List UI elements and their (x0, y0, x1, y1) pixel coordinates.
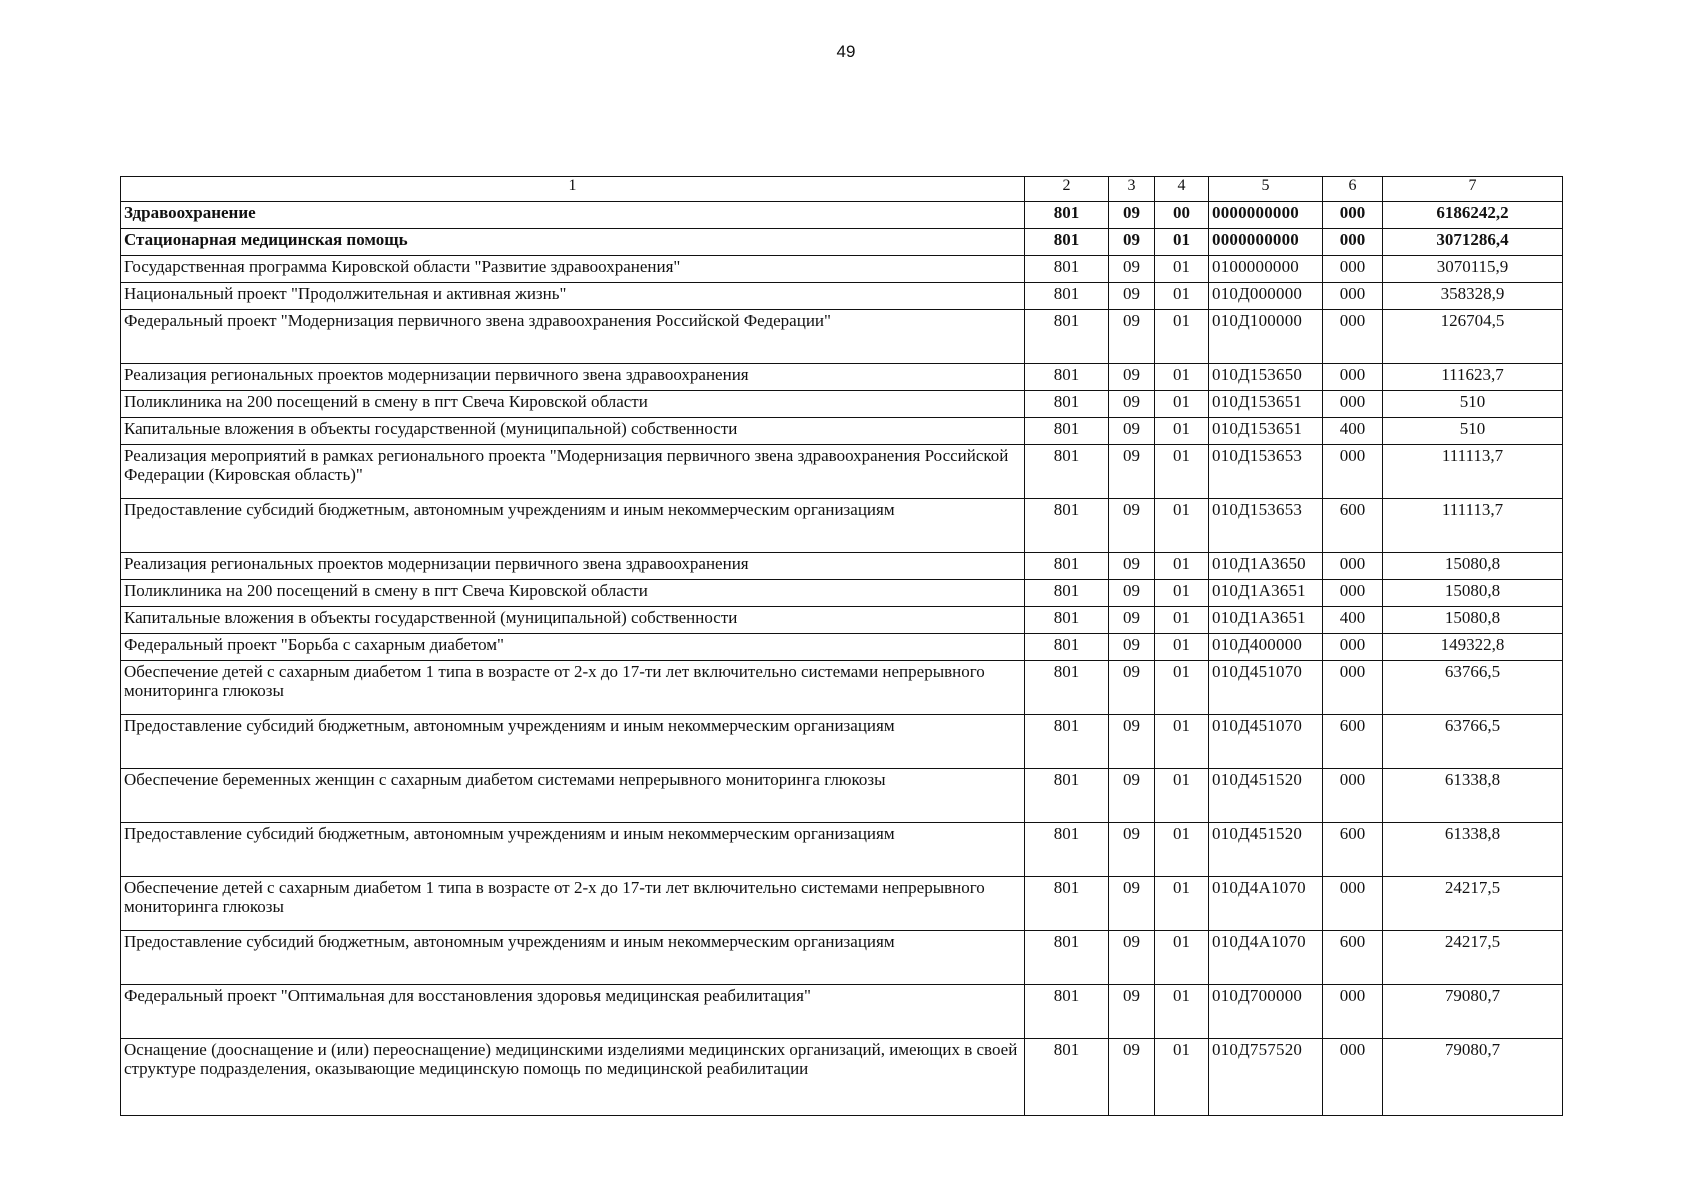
cell-col4: 01 (1155, 580, 1209, 607)
cell-col5: 010Д700000 (1209, 985, 1323, 1039)
table-row (121, 877, 1563, 931)
cell-col5: 010Д4А1070 (1209, 877, 1323, 931)
cell-col3: 09 (1109, 229, 1155, 256)
cell-col2: 801 (1025, 661, 1109, 715)
row-name: Национальный проект "Продолжительная и активная жизнь" (121, 283, 1025, 310)
cell-col3: 09 (1109, 283, 1155, 310)
cell-col7: 510 (1383, 418, 1563, 445)
cell-col2: 801 (1025, 391, 1109, 418)
cell-col2: 801 (1025, 256, 1109, 283)
cell-col6: 000 (1323, 283, 1383, 310)
table-row (121, 553, 1563, 580)
cell-col2: 801 (1025, 445, 1109, 499)
cell-col4: 01 (1155, 499, 1209, 553)
table-row (121, 1039, 1563, 1116)
cell-col3: 09 (1109, 877, 1155, 931)
table-row (121, 823, 1563, 877)
cell-col4: 01 (1155, 553, 1209, 580)
cell-col4: 01 (1155, 391, 1209, 418)
cell-col2: 801 (1025, 499, 1109, 553)
row-name: Капитальные вложения в объекты государственной (муниципальной) собственности (121, 418, 1025, 445)
cell-col3: 09 (1109, 634, 1155, 661)
row-name: Предоставление субсидий бюджетным, автономным учреждениям и иным некоммерческим организациям (121, 823, 1025, 877)
row-name: Реализация региональных проектов модернизации первичного звена здравоохранения (121, 553, 1025, 580)
cell-col3: 09 (1109, 715, 1155, 769)
cell-col2: 801 (1025, 823, 1109, 877)
cell-col7: 3071286,4 (1383, 229, 1563, 256)
cell-col2: 801 (1025, 985, 1109, 1039)
cell-col7: 15080,8 (1383, 607, 1563, 634)
cell-col2: 801 (1025, 877, 1109, 931)
cell-col2: 801 (1025, 607, 1109, 634)
cell-col7: 24217,5 (1383, 931, 1563, 985)
cell-col3: 09 (1109, 823, 1155, 877)
cell-col6: 000 (1323, 985, 1383, 1039)
cell-col4: 01 (1155, 769, 1209, 823)
table-row (121, 391, 1563, 418)
table-row (121, 634, 1563, 661)
cell-col7: 61338,8 (1383, 823, 1563, 877)
column-header-3: 3 (1109, 177, 1155, 202)
cell-col5: 010Д153653 (1209, 499, 1323, 553)
cell-col7: 3070115,9 (1383, 256, 1563, 283)
row-name: Оснащение (дооснащение и (или) переоснащение) медицинскими изделиями медицинских организаций, имеющих в своей структуре подразделения, оказывающие медицинскую помощь по медицинской реабилитации (121, 1039, 1025, 1116)
cell-col6: 400 (1323, 418, 1383, 445)
cell-col5: 0000000000 (1209, 202, 1323, 229)
cell-col2: 801 (1025, 202, 1109, 229)
cell-col5: 010Д153653 (1209, 445, 1323, 499)
cell-col3: 09 (1109, 445, 1155, 499)
cell-col7: 63766,5 (1383, 661, 1563, 715)
cell-col3: 09 (1109, 985, 1155, 1039)
table-row (121, 418, 1563, 445)
cell-col3: 09 (1109, 202, 1155, 229)
cell-col5: 010Д4А1070 (1209, 931, 1323, 985)
cell-col5: 010Д451520 (1209, 769, 1323, 823)
cell-col2: 801 (1025, 310, 1109, 364)
cell-col4: 01 (1155, 310, 1209, 364)
cell-col6: 600 (1323, 499, 1383, 553)
cell-col5: 010Д153650 (1209, 364, 1323, 391)
column-header-6: 6 (1323, 177, 1383, 202)
cell-col7: 61338,8 (1383, 769, 1563, 823)
cell-col6: 000 (1323, 661, 1383, 715)
column-header-2: 2 (1025, 177, 1109, 202)
cell-col3: 09 (1109, 391, 1155, 418)
cell-col3: 09 (1109, 256, 1155, 283)
row-name: Стационарная медицинская помощь (121, 229, 1025, 256)
cell-col2: 801 (1025, 715, 1109, 769)
row-name: Обеспечение детей с сахарным диабетом 1 типа в возрасте от 2-х до 17-ти лет включительно системами непрерывного мониторинга глюкозы (121, 877, 1025, 931)
cell-col7: 111113,7 (1383, 445, 1563, 499)
cell-col2: 801 (1025, 418, 1109, 445)
cell-col5: 010Д757520 (1209, 1039, 1323, 1116)
cell-col5: 010Д451070 (1209, 661, 1323, 715)
cell-col3: 09 (1109, 580, 1155, 607)
table-row (121, 985, 1563, 1039)
table-row (121, 499, 1563, 553)
cell-col7: 126704,5 (1383, 310, 1563, 364)
cell-col4: 01 (1155, 634, 1209, 661)
row-name: Государственная программа Кировской области "Развитие здравоохранения" (121, 256, 1025, 283)
cell-col2: 801 (1025, 283, 1109, 310)
table-row (121, 310, 1563, 364)
cell-col2: 801 (1025, 931, 1109, 985)
cell-col5: 010Д100000 (1209, 310, 1323, 364)
row-name: Поликлиника на 200 посещений в смену в пгт Свеча Кировской области (121, 580, 1025, 607)
cell-col6: 600 (1323, 931, 1383, 985)
cell-col2: 801 (1025, 634, 1109, 661)
cell-col4: 01 (1155, 1039, 1209, 1116)
cell-col6: 000 (1323, 229, 1383, 256)
cell-col5: 010Д153651 (1209, 391, 1323, 418)
row-name: Предоставление субсидий бюджетным, автономным учреждениям и иным некоммерческим организациям (121, 499, 1025, 553)
cell-col5: 010Д451520 (1209, 823, 1323, 877)
cell-col3: 09 (1109, 553, 1155, 580)
table-row (121, 364, 1563, 391)
table-row (121, 580, 1563, 607)
cell-col2: 801 (1025, 364, 1109, 391)
cell-col6: 000 (1323, 364, 1383, 391)
cell-col5: 010Д400000 (1209, 634, 1323, 661)
table-row (121, 607, 1563, 634)
row-name: Обеспечение детей с сахарным диабетом 1 типа в возрасте от 2-х до 17-ти лет включительно системами непрерывного мониторинга глюкозы (121, 661, 1025, 715)
table-row (121, 202, 1563, 229)
cell-col6: 000 (1323, 769, 1383, 823)
table-row (121, 931, 1563, 985)
cell-col4: 00 (1155, 202, 1209, 229)
cell-col4: 01 (1155, 283, 1209, 310)
cell-col3: 09 (1109, 931, 1155, 985)
row-name: Предоставление субсидий бюджетным, автономным учреждениям и иным некоммерческим организациям (121, 715, 1025, 769)
cell-col2: 801 (1025, 553, 1109, 580)
cell-col4: 01 (1155, 661, 1209, 715)
cell-col7: 79080,7 (1383, 1039, 1563, 1116)
cell-col7: 510 (1383, 391, 1563, 418)
cell-col7: 15080,8 (1383, 553, 1563, 580)
cell-col4: 01 (1155, 256, 1209, 283)
cell-col5: 010Д1А3651 (1209, 607, 1323, 634)
cell-col6: 000 (1323, 634, 1383, 661)
cell-col6: 000 (1323, 1039, 1383, 1116)
cell-col4: 01 (1155, 418, 1209, 445)
column-header-5: 5 (1209, 177, 1323, 202)
cell-col6: 000 (1323, 877, 1383, 931)
cell-col5: 010Д000000 (1209, 283, 1323, 310)
cell-col6: 600 (1323, 715, 1383, 769)
cell-col7: 111623,7 (1383, 364, 1563, 391)
cell-col6: 000 (1323, 553, 1383, 580)
table-row (121, 715, 1563, 769)
cell-col2: 801 (1025, 1039, 1109, 1116)
cell-col5: 0000000000 (1209, 229, 1323, 256)
cell-col4: 01 (1155, 445, 1209, 499)
cell-col3: 09 (1109, 499, 1155, 553)
cell-col4: 01 (1155, 607, 1209, 634)
cell-col4: 01 (1155, 364, 1209, 391)
cell-col3: 09 (1109, 364, 1155, 391)
cell-col4: 01 (1155, 715, 1209, 769)
row-name: Федеральный проект "Борьба с сахарным диабетом" (121, 634, 1025, 661)
cell-col5: 010Д451070 (1209, 715, 1323, 769)
cell-col6: 000 (1323, 580, 1383, 607)
cell-col3: 09 (1109, 310, 1155, 364)
cell-col4: 01 (1155, 823, 1209, 877)
cell-col2: 801 (1025, 769, 1109, 823)
cell-col7: 358328,9 (1383, 283, 1563, 310)
column-header-1: 1 (121, 177, 1025, 202)
cell-col7: 6186242,2 (1383, 202, 1563, 229)
cell-col7: 79080,7 (1383, 985, 1563, 1039)
cell-col6: 600 (1323, 823, 1383, 877)
budget-table (120, 176, 1563, 1116)
cell-col6: 000 (1323, 391, 1383, 418)
cell-col5: 010Д1А3651 (1209, 580, 1323, 607)
cell-col5: 010Д1А3650 (1209, 553, 1323, 580)
cell-col6: 000 (1323, 256, 1383, 283)
cell-col4: 01 (1155, 229, 1209, 256)
row-name: Федеральный проект "Модернизация первичного звена здравоохранения Российской Федерации" (121, 310, 1025, 364)
cell-col7: 149322,8 (1383, 634, 1563, 661)
row-name: Предоставление субсидий бюджетным, автономным учреждениям и иным некоммерческим организациям (121, 931, 1025, 985)
row-name: Реализация мероприятий в рамках регионального проекта "Модернизация первичного звена здравоохранения Российской Федерации (Кировская область)" (121, 445, 1025, 499)
cell-col3: 09 (1109, 1039, 1155, 1116)
cell-col3: 09 (1109, 607, 1155, 634)
cell-col7: 111113,7 (1383, 499, 1563, 553)
table-row (121, 661, 1563, 715)
cell-col4: 01 (1155, 931, 1209, 985)
column-header-4: 4 (1155, 177, 1209, 202)
table-row (121, 229, 1563, 256)
cell-col3: 09 (1109, 769, 1155, 823)
column-header-7: 7 (1383, 177, 1563, 202)
cell-col7: 15080,8 (1383, 580, 1563, 607)
row-name: Здравоохранение (121, 202, 1025, 229)
cell-col5: 010Д153651 (1209, 418, 1323, 445)
table-row (121, 445, 1563, 499)
table-row (121, 769, 1563, 823)
row-name: Реализация региональных проектов модернизации первичного звена здравоохранения (121, 364, 1025, 391)
cell-col6: 000 (1323, 202, 1383, 229)
cell-col6: 400 (1323, 607, 1383, 634)
cell-col3: 09 (1109, 661, 1155, 715)
row-name: Обеспечение беременных женщин с сахарным диабетом системами непрерывного мониторинга глюкозы (121, 769, 1025, 823)
cell-col4: 01 (1155, 985, 1209, 1039)
cell-col2: 801 (1025, 580, 1109, 607)
cell-col6: 000 (1323, 310, 1383, 364)
cell-col4: 01 (1155, 877, 1209, 931)
cell-col2: 801 (1025, 229, 1109, 256)
cell-col6: 000 (1323, 445, 1383, 499)
cell-col5: 0100000000 (1209, 256, 1323, 283)
row-name: Поликлиника на 200 посещений в смену в пгт Свеча Кировской области (121, 391, 1025, 418)
page-number: 49 (836, 42, 856, 61)
table-header-row (121, 177, 1563, 202)
row-name: Капитальные вложения в объекты государственной (муниципальной) собственности (121, 607, 1025, 634)
row-name: Федеральный проект "Оптимальная для восстановления здоровья медицинская реабилитация" (121, 985, 1025, 1039)
cell-col7: 63766,5 (1383, 715, 1563, 769)
cell-col7: 24217,5 (1383, 877, 1563, 931)
table-row (121, 256, 1563, 283)
cell-col3: 09 (1109, 418, 1155, 445)
table-row (121, 283, 1563, 310)
